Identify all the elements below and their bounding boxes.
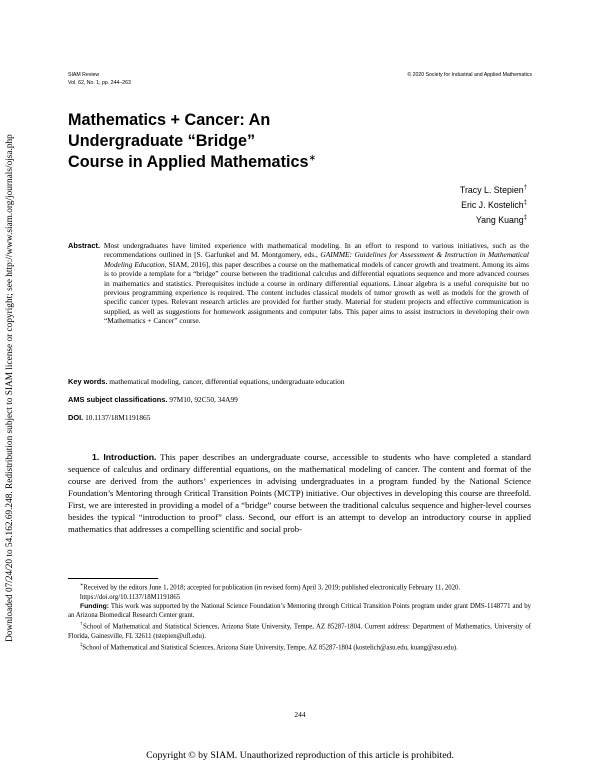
doi-url[interactable]: https://doi.org/10.1137/18M1191865	[80, 593, 181, 601]
footnotes	[68, 581, 531, 653]
affiliation-kostelich-kuang: School of Mathematical and Statistical Sciences, Arizona State University, Tempe, AZ 85287-1804 (kostelich@asu.edu, kuang@asu.edu).	[82, 644, 458, 652]
abstract-text-b: , SIAM, 2016], this paper describes a course on the mathematical models of cancer growth and treatment. Among its aims is to provide a template for a “bridge” course between the traditional calculus and differential equations sequence and more advanced courses in mathematics and statistics. Prerequisites include a course in ordinary differential equations. Linear algebra is a useful corequisite but no previous programming experience is required. The content includes classical models of tumor growth as well as models for the growth of specific cancer types. Relevant research articles are provided for further study. Material for student projects and effective communication is supplied, as well as suggestions for homework assignments and computer labs. This paper aims to assist instructors in developing their own “Mathematics + Cancer” course.	[104, 259, 529, 326]
doi-text: 10.1137/18M1191865	[85, 413, 151, 422]
journal-name: SIAM Review	[68, 72, 100, 78]
received-text: Received by the editors June 1, 2018; accepted for publication (in revised form) April 3, 2019; published electronically February 11, 2020.	[83, 584, 461, 592]
intro-heading: 1. Introduction.	[92, 452, 157, 462]
abstract-label: Abstract.	[68, 241, 101, 250]
journal-header	[68, 71, 131, 87]
abstract-text-a: Most undergraduates have limited experience with mathematical modeling. In an effort to respond to various initiatives, such as the recommendations outlined in [S. Garfunkel and M. Montgomery, eds.,	[103, 241, 529, 260]
title-footnote-mark: ∗	[308, 152, 317, 163]
introduction-section	[68, 451, 531, 535]
ams-label: AMS subject classifications.	[68, 395, 168, 404]
author-2: Eric J. Kostelich‡	[461, 199, 527, 210]
author-3: Yang Kuang‡	[475, 214, 527, 225]
author-1: Tracy L. Stepien†	[459, 184, 527, 195]
keywords-text: mathematical modeling, cancer, differential equations, undergraduate education	[109, 377, 345, 386]
ams-classification	[68, 395, 238, 404]
title-line-2: Undergraduate “Bridge”	[68, 132, 256, 150]
doi	[68, 413, 150, 422]
received-mark: ∗	[80, 583, 84, 588]
abstract	[68, 241, 529, 326]
paper-title	[68, 110, 316, 173]
title-line-1: Mathematics + Cancer: An	[68, 111, 271, 129]
keywords	[68, 377, 345, 386]
abstract-text-italic: GAIMME: Guidelines for Assessment & Instruction in Mathematical Modeling Education	[104, 250, 529, 269]
ddagger-mark: ‡	[80, 643, 83, 649]
ams-text: 97M10, 92C50, 34A99	[169, 395, 238, 404]
funding-text: This work was supported by the National Science Foundation’s Mentoring through Critical Transition Points program under grant DMS-1148771 and by an Arizona Biomedical Research Center grant.	[68, 602, 532, 620]
footer-copyright: Copyright © by SIAM. Unauthorized reproduction of this article is prohibited.	[146, 750, 454, 761]
title-line-3: Course in Applied Mathematics	[68, 153, 309, 171]
doi-label: DOI.	[68, 413, 84, 422]
download-side-note: Downloaded 07/24/20 to 54.162.69.248. Redistribution subject to SIAM license or copyright; see http://www.siam.org/journals/ojsa.php	[5, 134, 15, 642]
funding-label: Funding:	[80, 602, 110, 610]
dagger-mark: †	[80, 622, 84, 628]
author-list	[460, 182, 527, 227]
keywords-label: Key words.	[68, 377, 108, 386]
page-number: 244	[294, 710, 306, 719]
affiliation-stepien: School of Mathematical and Statistical Sciences, Arizona State University, Tempe, AZ 85287-1804. Current address: Department of Mathematics, University of Florida, Gainesville, FL 32611 (tstepien@ufl.edu).	[68, 623, 531, 641]
society-copyright: © 2020 Society for Industrial and Applied Mathematics	[407, 72, 532, 78]
journal-volume: Vol. 62, No. 1, pp. 244–263	[68, 80, 131, 86]
intro-text: This paper describes an undergraduate course, accessible to students who have completed a standard sequence of calculus and ordinary differential equations, on the mathematical modeling of cancer. The content and format of the course are derived from the authors’ experiences in advising undergraduates in a program funded by the National Science Foundation’s Mentoring through Critical Transition Points (MCTP) initiative. Our objectives in developing this course are threefold. First, we are interested in providing a model of a “bridge” course between the traditional calculus sequence and higher-level courses besides the typical “introduction to proof” class. Second, our effort is an attempt to develop an introductory course in applied mathematics that addresses a compelling scientific and social prob-	[68, 452, 531, 534]
footnote-rule	[68, 578, 158, 579]
